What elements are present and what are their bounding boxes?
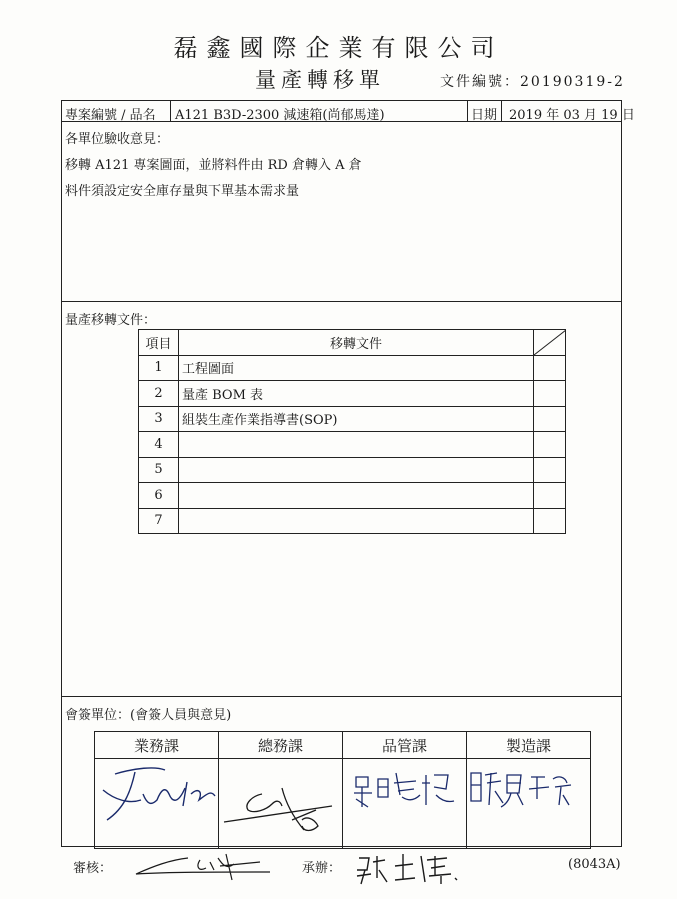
row-document — [179, 432, 534, 458]
review-label: 審核： — [73, 861, 113, 876]
dept-manufacturing: 製造課 — [467, 732, 591, 759]
signature-handler — [355, 848, 465, 888]
table-row — [139, 406, 566, 432]
acceptance-line: 移轉 A121 專案圖面，並將料件由 RD 倉轉入 A 倉 — [65, 158, 362, 173]
row-document — [179, 457, 534, 483]
row-mark — [534, 432, 566, 458]
row-number: 5 — [139, 457, 179, 483]
acceptance-line: 料件須設定安全庫存量與下單基本需求量 — [65, 184, 300, 199]
form-frame — [61, 100, 635, 847]
row-number: 6 — [139, 483, 179, 509]
transfer-docs-table — [138, 329, 566, 534]
countersign-label: 會簽單位：(會簽人員與意見) — [65, 708, 232, 723]
row-mark — [534, 457, 566, 483]
project-value: A121 B3D-2300 減速箱(尚郁馬達) — [175, 108, 385, 123]
col-doc-header: 移轉文件 — [179, 330, 534, 356]
table-header-row — [139, 330, 566, 356]
project-label: 專案編號 / 品名 — [65, 108, 156, 123]
dept-sales: 業務課 — [95, 732, 219, 759]
row-number: 1 — [139, 355, 179, 381]
row-number: 3 — [139, 406, 179, 432]
table-row — [139, 457, 566, 483]
col-item-header: 項目 — [139, 330, 179, 356]
dept-general-affairs: 總務課 — [219, 732, 343, 759]
signature-sales — [95, 760, 220, 830]
handler-label: 承辦： — [302, 861, 342, 876]
table-row — [139, 355, 566, 381]
row-mark — [534, 381, 566, 407]
table-row — [139, 508, 566, 534]
row-document: 工程圖面 — [179, 355, 534, 381]
dept-quality-control: 品管課 — [343, 732, 467, 759]
document-number: 文件編號：20190319-2 — [440, 74, 625, 90]
row-document: 組裝生產作業指導書(SOP) — [179, 406, 534, 432]
table-row — [139, 381, 566, 407]
row-document — [179, 483, 534, 509]
row-number: 7 — [139, 508, 179, 534]
row-number: 4 — [139, 432, 179, 458]
diagonal-cell — [534, 330, 566, 356]
company-name: 磊鑫國際企業有限公司 — [173, 34, 504, 62]
row-mark — [534, 355, 566, 381]
row-mark — [534, 406, 566, 432]
date-label: 日期 — [471, 108, 498, 123]
signature-manufacturing — [465, 765, 585, 815]
row-number: 2 — [139, 381, 179, 407]
signature-reviewer — [130, 850, 280, 884]
table-row — [139, 432, 566, 458]
table-row — [139, 483, 566, 509]
row-document — [179, 508, 534, 534]
form-title: 量產轉移單 — [255, 68, 385, 92]
row-document: 量產 BOM 表 — [179, 381, 534, 407]
row-mark — [534, 508, 566, 534]
transfer-docs-label: 量產移轉文件： — [65, 313, 157, 328]
acceptance-label: 各單位驗收意見： — [65, 132, 170, 147]
form-code: (8043A) — [568, 857, 621, 872]
row-mark — [534, 483, 566, 509]
signature-general-affairs — [222, 770, 347, 840]
signature-quality-control — [350, 765, 460, 815]
countersign-header-row — [95, 732, 591, 759]
date-value: 2019 年 03 月 19 日 — [509, 108, 635, 123]
diagonal-slash — [534, 330, 566, 355]
